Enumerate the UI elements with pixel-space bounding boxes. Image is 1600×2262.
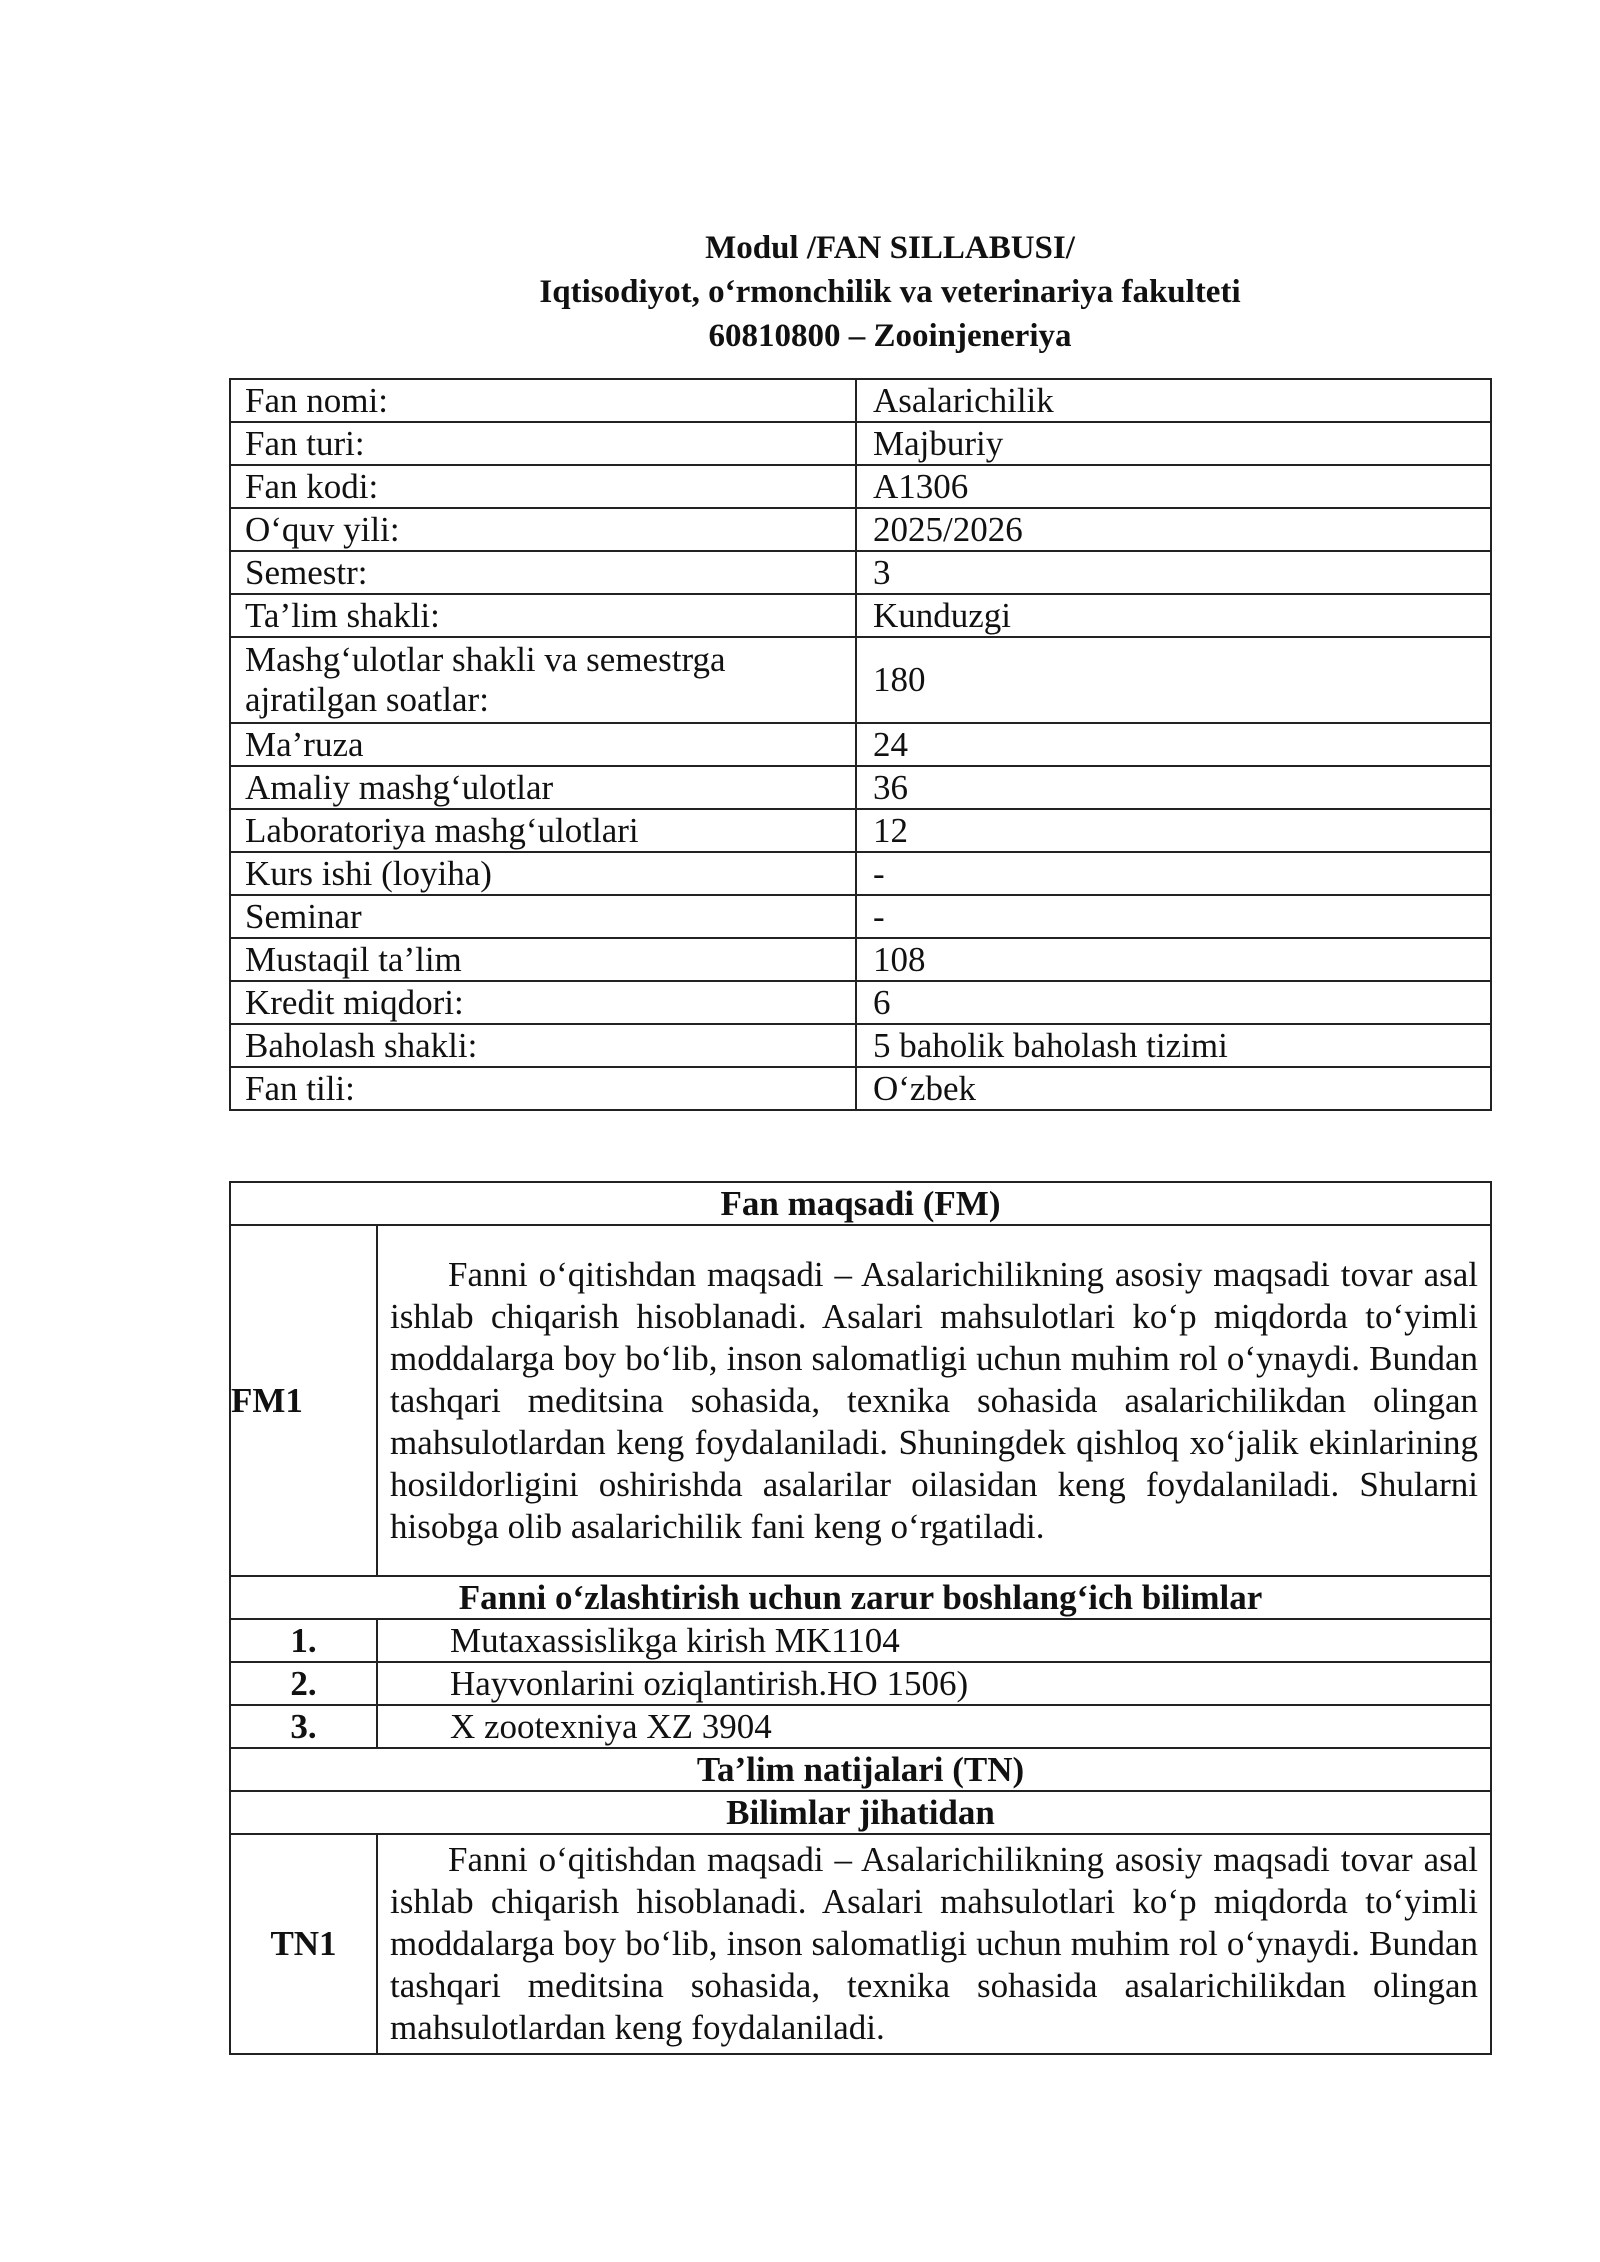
info-label: Kurs ishi (loyiha): [230, 852, 856, 895]
tn1-text: Fanni o‘qitishdan maqsadi – Asalarichilikning asosiy maqsadi tovar asal ishlab chiqarish hisoblanadi. Asalari mahsulotlari ko‘p miqdorda to‘yimli moddalarga boy bo‘lib, inson salomatligi uchun muhim rol o‘ynaydi. Bundan tashqari meditsina sohasida, texnika sohasida asalarichilikdan olingan mahsulotlardan keng foydalaniladi.: [377, 1834, 1491, 2054]
info-row: [230, 465, 1491, 508]
info-value: 36: [856, 766, 1491, 809]
info-label: Seminar: [230, 895, 856, 938]
info-row: [230, 637, 1491, 723]
info-label: Fan kodi:: [230, 465, 856, 508]
syllabus-table: [229, 1181, 1492, 2055]
info-row: [230, 938, 1491, 981]
info-label: Laboratoriya mashg‘ulotlari: [230, 809, 856, 852]
fm1-code: FM1: [230, 1225, 377, 1576]
info-row: [230, 508, 1491, 551]
fm1-row: [230, 1225, 1491, 1576]
info-value: 5 baholik baholash tizimi: [856, 1024, 1491, 1067]
tn-title-row: [230, 1748, 1491, 1791]
info-row: [230, 723, 1491, 766]
prereq-title-row: [230, 1576, 1491, 1619]
tn-section-title: Ta’lim natijalari (TN): [230, 1748, 1491, 1791]
info-label: Fan nomi:: [230, 379, 856, 422]
info-label: Mustaqil ta’lim: [230, 938, 856, 981]
info-row: [230, 809, 1491, 852]
info-value: O‘zbek: [856, 1067, 1491, 1110]
info-row: [230, 981, 1491, 1024]
info-value: -: [856, 895, 1491, 938]
tn-section-subtitle: Bilimlar jihatidan: [230, 1791, 1491, 1834]
header-title: Modul /FAN SILLABUSI/: [705, 230, 1075, 266]
prereq-num: 2.: [230, 1662, 377, 1705]
info-value: Majburiy: [856, 422, 1491, 465]
info-label: Amaliy mashg‘ulotlar: [230, 766, 856, 809]
info-value: Asalarichilik: [856, 379, 1491, 422]
info-label: Fan tili:: [230, 1067, 856, 1110]
prereq-row: [230, 1705, 1491, 1748]
info-value: 108: [856, 938, 1491, 981]
prereq-num: 3.: [230, 1705, 377, 1748]
header-faculty: Iqtisodiyot, o‘rmonchilik va veterinariya fakulteti: [539, 274, 1241, 310]
tn-subtitle-row: [230, 1791, 1491, 1834]
info-value: -: [856, 852, 1491, 895]
prereq-num: 1.: [230, 1619, 377, 1662]
info-value: 3: [856, 551, 1491, 594]
info-label: Kredit miqdori:: [230, 981, 856, 1024]
info-row: [230, 895, 1491, 938]
info-row: [230, 766, 1491, 809]
tn1-code: TN1: [230, 1834, 377, 2054]
info-label: Baholash shakli:: [230, 1024, 856, 1067]
info-row: [230, 551, 1491, 594]
info-value: A1306: [856, 465, 1491, 508]
info-value: 2025/2026: [856, 508, 1491, 551]
prereq-text: Hayvonlarini oziqlantirish.HO 1506): [377, 1662, 1491, 1705]
info-row: [230, 379, 1491, 422]
fm-section-title: Fan maqsadi (FM): [230, 1182, 1491, 1225]
fm-title-row: [230, 1182, 1491, 1225]
info-value: Kunduzgi: [856, 594, 1491, 637]
course-info-table: [229, 378, 1492, 1111]
document-header: [0, 226, 1600, 358]
info-row: [230, 1024, 1491, 1067]
info-label: Ta’lim shakli:: [230, 594, 856, 637]
info-row: [230, 1067, 1491, 1110]
info-label: O‘quv yili:: [230, 508, 856, 551]
prereq-text: X zootexniya XZ 3904: [377, 1705, 1491, 1748]
info-value: 6: [856, 981, 1491, 1024]
prereq-row: [230, 1619, 1491, 1662]
info-label: Mashg‘ulotlar shakli va semestrga ajratilgan soatlar:: [230, 637, 856, 723]
info-label: Ma’ruza: [230, 723, 856, 766]
fm1-text: Fanni o‘qitishdan maqsadi – Asalarichilikning asosiy maqsadi tovar asal ishlab chiqarish hisoblanadi. Asalari mahsulotlari ko‘p miqdorda to‘yimli moddalarga boy bo‘lib, inson salomatligi uchun muhim rol o‘ynaydi. Bundan tashqari meditsina sohasida, texnika sohasida asalarichilikdan olingan mahsulotlardan keng foydalaniladi. Shuningdek qishloq xo‘jalik ekinlarining hosildorligini oshirishda asalarilar oilasidan keng foydalaniladi. Shularni hisobga olib asalarichilik fani keng o‘rgatiladi.: [377, 1225, 1491, 1576]
tn1-row: [230, 1834, 1491, 2054]
info-row: [230, 422, 1491, 465]
info-value: 12: [856, 809, 1491, 852]
info-value: 180: [856, 637, 1491, 723]
prereq-text: Mutaxassislikga kirish MK1104: [377, 1619, 1491, 1662]
info-row: [230, 852, 1491, 895]
info-label: Fan turi:: [230, 422, 856, 465]
prereq-section-title: Fanni o‘zlashtirish uchun zarur boshlang‘ich bilimlar: [230, 1576, 1491, 1619]
header-program: 60810800 – Zooinjeneriya: [708, 318, 1072, 354]
info-label: Semestr:: [230, 551, 856, 594]
prereq-row: [230, 1662, 1491, 1705]
info-value: 24: [856, 723, 1491, 766]
info-row: [230, 594, 1491, 637]
